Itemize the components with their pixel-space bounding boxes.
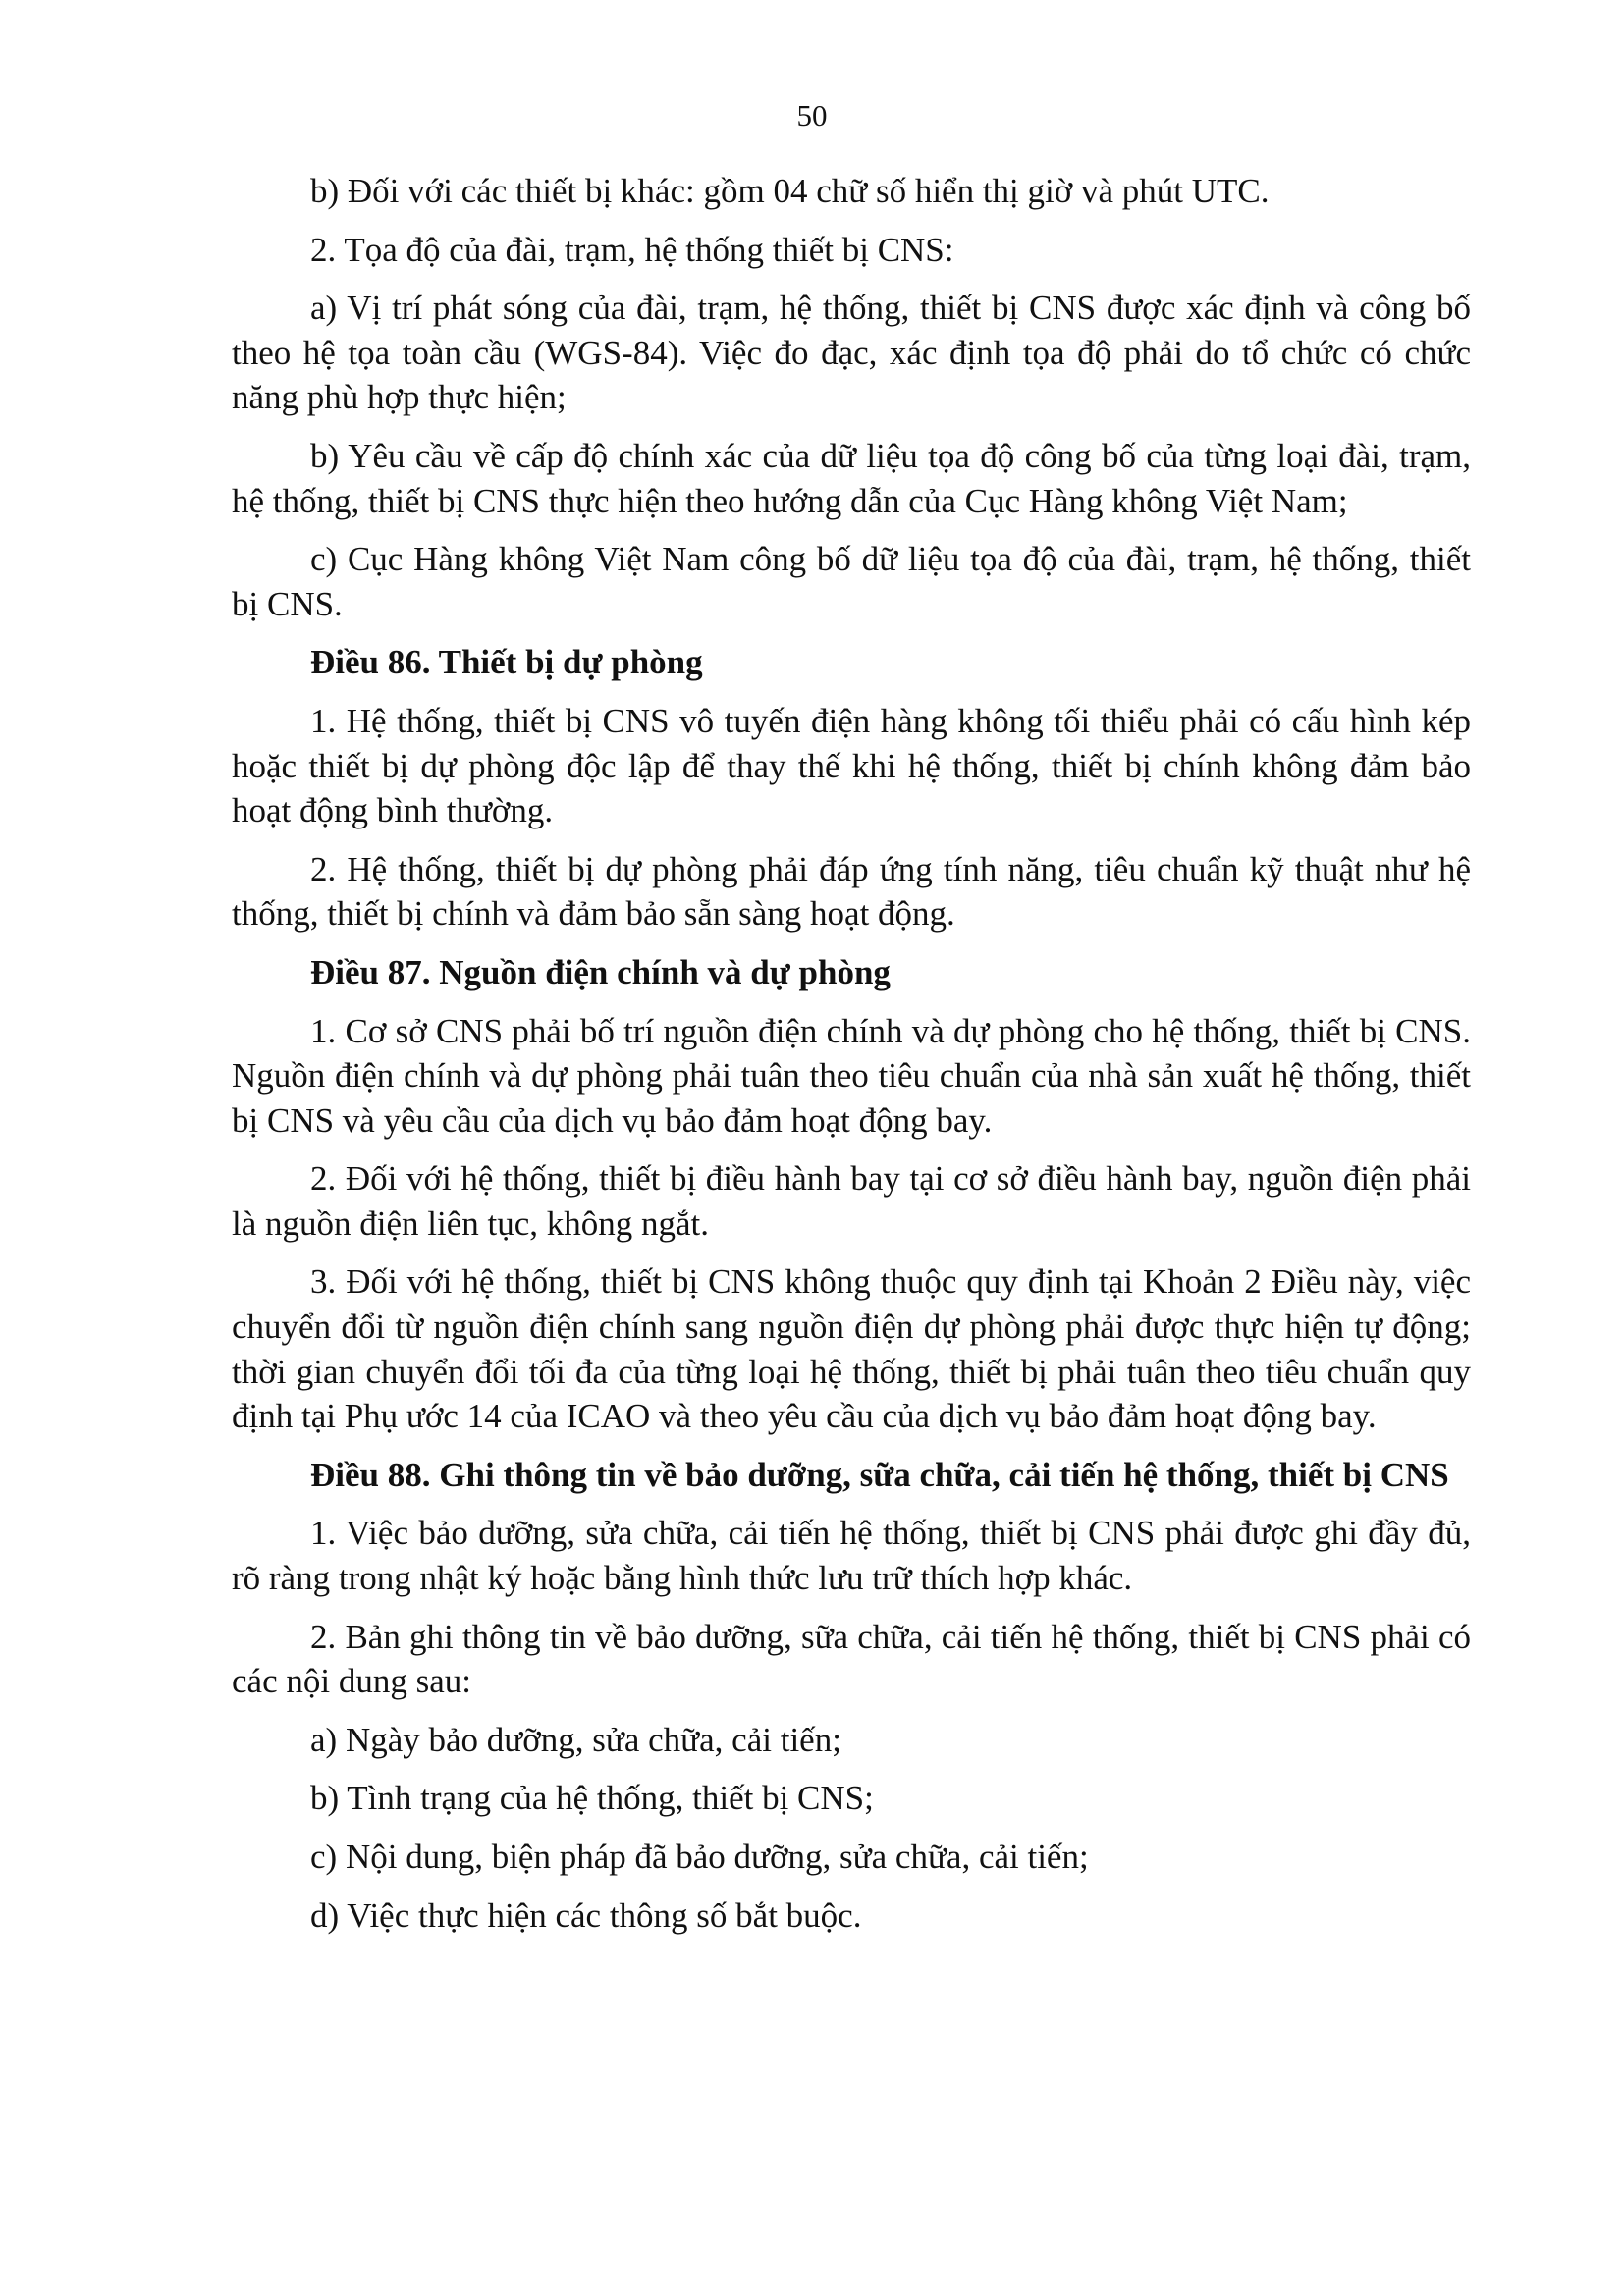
paragraph: c) Nội dung, biện pháp đã bảo dưỡng, sửa chữa, cải tiến; — [310, 1838, 1089, 1876]
paragraph: 1. Hệ thống, thiết bị CNS vô tuyến điện hàng không tối thiểu phải có cấu hình kép hoặc thiết bị dự phòng độc lập để thay thế khi hệ thống, thiết bị chính không đảm bảo hoạt động bình thường. — [232, 701, 1471, 830]
paragraph: 2. Bản ghi thông tin về bảo dưỡng, sữa chữa, cải tiến hệ thống, thiết bị CNS phải có các nội dung sau: — [232, 1617, 1471, 1701]
article-heading-87: Điều 87. Nguồn điện chính và dự phòng — [310, 952, 891, 991]
paragraph: 2. Đối với hệ thống, thiết bị điều hành bay tại cơ sở điều hành bay, nguồn điện phải là nguồn điện liên tục, không ngắt. — [232, 1159, 1471, 1243]
document-body — [232, 169, 1471, 1951]
page-number: 50 — [796, 98, 828, 133]
paragraph: 3. Đối với hệ thống, thiết bị CNS không thuộc quy định tại Khoản 2 Điều này, việc chuyển đổi từ nguồn điện chính sang nguồn điện dự phòng phải được thực hiện tự động; thời gian chuyển đổi tối đa của từng loại hệ thống, thiết bị phải tuân theo tiêu chuẩn quy định tại Phụ ước 14 của ICAO và theo yêu cầu của dịch vụ bảo đảm hoạt động bay. — [232, 1262, 1471, 1436]
paragraph: 1. Cơ sở CNS phải bố trí nguồn điện chính và dự phòng cho hệ thống, thiết bị CNS. Nguồn điện chính và dự phòng phải tuân theo tiêu chuẩn của nhà sản xuất hệ thống, thiết bị CNS và yêu cầu của dịch vụ bảo đảm hoạt động bay. — [232, 1011, 1471, 1140]
paragraph: 2. Hệ thống, thiết bị dự phòng phải đáp ứng tính năng, tiêu chuẩn kỹ thuật như hệ thống, thiết bị chính và đảm bảo sẵn sàng hoạt động. — [232, 849, 1471, 934]
paragraph: b) Tình trạng của hệ thống, thiết bị CNS; — [310, 1779, 874, 1818]
paragraph: b) Đối với các thiết bị khác: gồm 04 chữ số hiển thị giờ và phút UTC. — [310, 172, 1270, 210]
paragraph: 2. Tọa độ của đài, trạm, hệ thống thiết bị CNS: — [310, 230, 954, 269]
paragraph: a) Vị trí phát sóng của đài, trạm, hệ thống, thiết bị CNS được xác định và công bố theo hệ tọa toàn cầu (WGS-84). Việc đo đạc, xác định tọa độ phải do tổ chức có chức năng phù hợp thực hiện; — [232, 289, 1471, 417]
article-heading-86: Điều 86. Thiết bị dự phòng — [310, 643, 703, 682]
paragraph: d) Việc thực hiện các thông số bắt buộc. — [310, 1896, 862, 1935]
paragraph: 1. Việc bảo dưỡng, sửa chữa, cải tiến hệ thống, thiết bị CNS phải được ghi đầy đủ, rõ ràng trong nhật ký hoặc bằng hình thức lưu trữ thích hợp khác. — [232, 1514, 1471, 1598]
paragraph: c) Cục Hàng không Việt Nam công bố dữ liệu tọa độ của đài, trạm, hệ thống, thiết bị CNS. — [232, 540, 1471, 623]
article-heading-88: Điều 88. Ghi thông tin về bảo dưỡng, sữa chữa, cải tiến hệ thống, thiết bị CNS — [310, 1455, 1449, 1494]
paragraph: a) Ngày bảo dưỡng, sửa chữa, cải tiến; — [310, 1720, 841, 1759]
paragraph: b) Yêu cầu về cấp độ chính xác của dữ liệu tọa độ công bố của từng loại đài, trạm, hệ thống, thiết bị CNS thực hiện theo hướng dẫn của Cục Hàng không Việt Nam; — [232, 436, 1471, 520]
